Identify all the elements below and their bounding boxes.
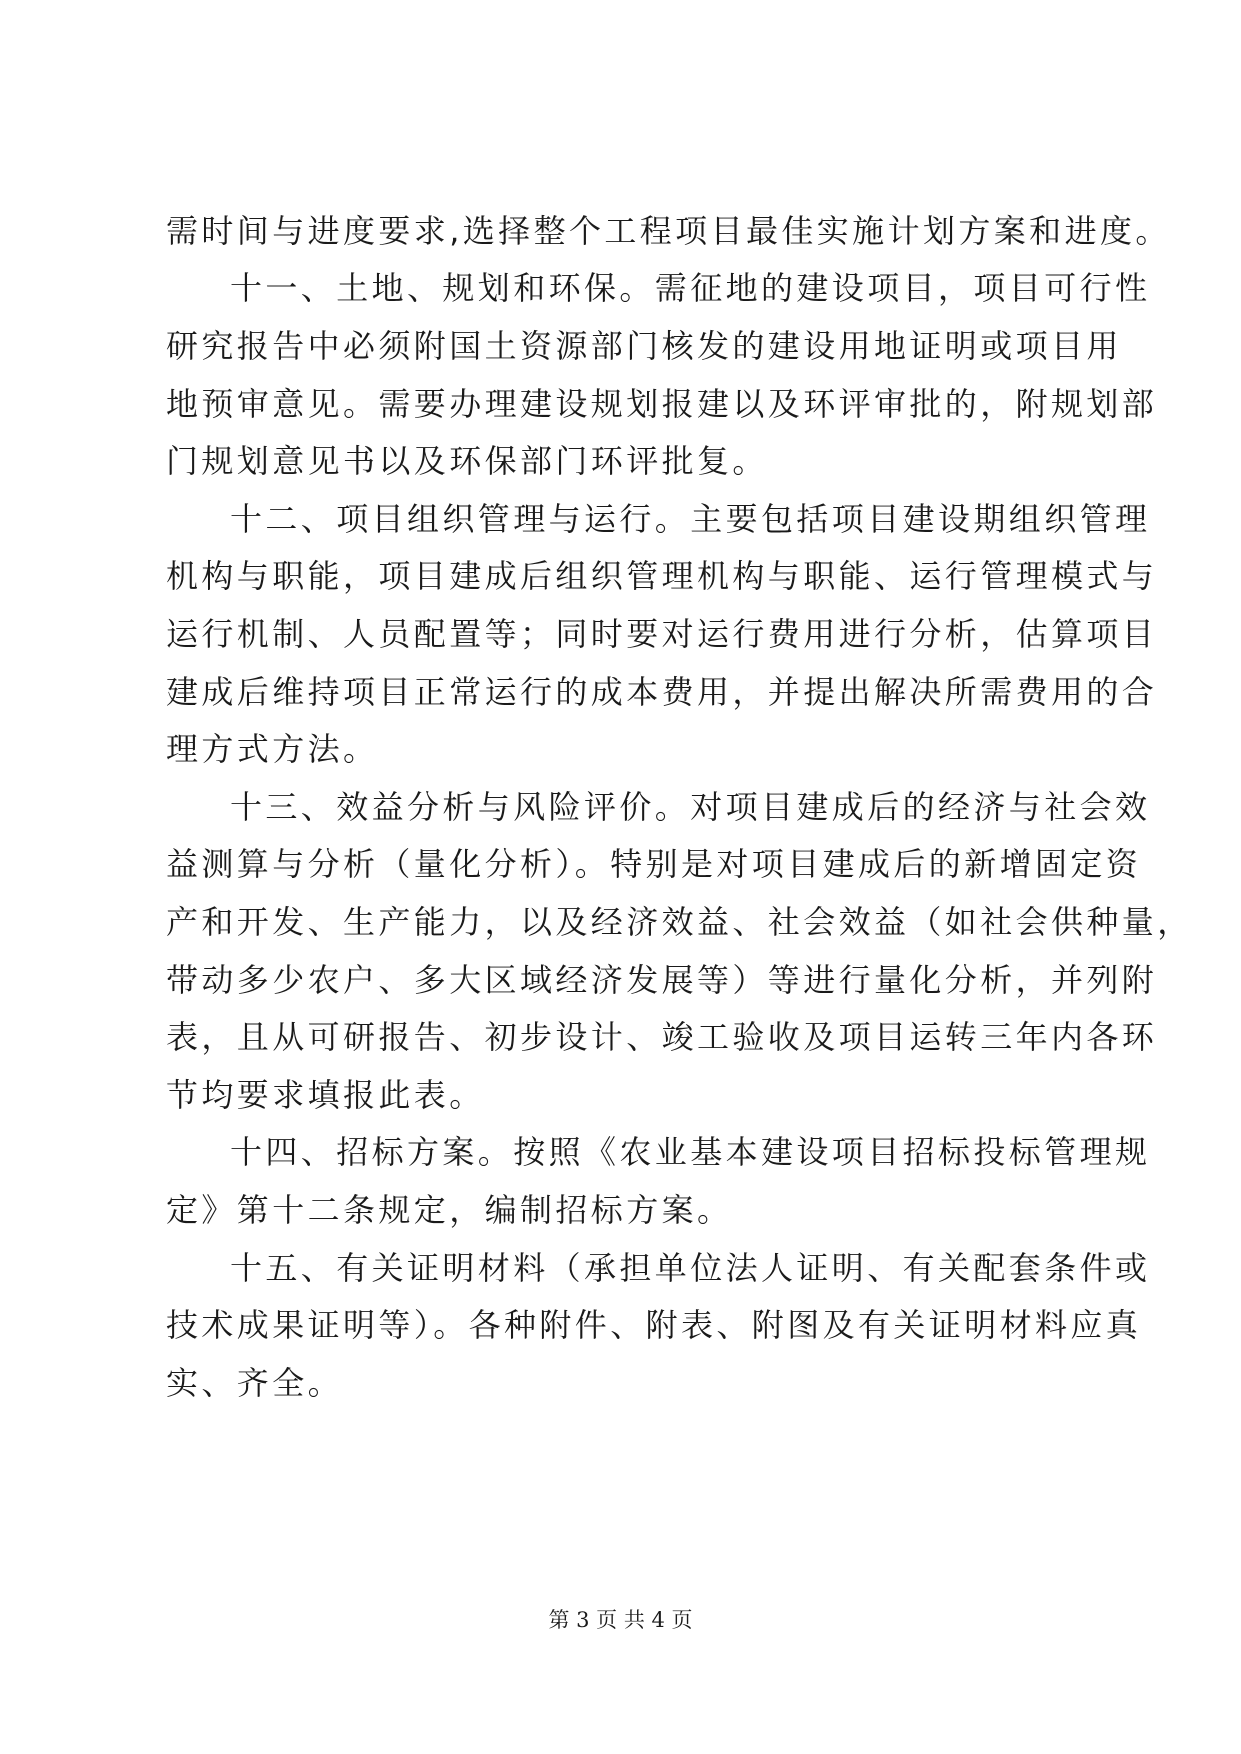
body-text-line: 需时间与进度要求,选择整个工程项目最佳实施计划方案和进度。 [166, 212, 1171, 250]
paragraph-15-line: 十五、有关证明材料（承担单位法人证明、有关配套条件或 [230, 1249, 1151, 1287]
paragraph-15-line: 实、齐全。 [166, 1364, 344, 1402]
paragraph-12-line: 十二、项目组织管理与运行。主要包括项目建设期组织管理 [230, 500, 1151, 538]
paragraph-13-line: 产和开发、生产能力，以及经济效益、社会效益（如社会供种量， [166, 903, 1193, 941]
paragraph-12-line: 理方式方法。 [166, 730, 379, 768]
paragraph-11-line: 十一、土地、规划和环保。需征地的建设项目，项目可行性 [230, 269, 1151, 307]
paragraph-12-line: 运行机制、人员配置等；同时要对运行费用进行分析，估算项目 [166, 615, 1158, 653]
paragraph-13-line: 带动多少农户、多大区域经济发展等）等进行量化分析，并列附 [166, 961, 1158, 999]
paragraph-12-line: 机构与职能，项目建成后组织管理机构与职能、运行管理模式与 [166, 557, 1158, 595]
paragraph-13-line: 十三、效益分析与风险评价。对项目建成后的经济与社会效 [230, 788, 1151, 826]
paragraph-13-line: 益测算与分析（量化分析）。特别是对项目建成后的新增固定资 [166, 845, 1142, 883]
paragraph-13-line: 节均要求填报此表。 [166, 1076, 485, 1114]
paragraph-15-line: 技术成果证明等）。各种附件、附表、附图及有关证明材料应真 [166, 1306, 1142, 1344]
paragraph-14-line: 定》第十二条规定，编制招标方案。 [166, 1191, 733, 1229]
paragraph-13-line: 表，且从可研报告、初步设计、竣工验收及项目运转三年内各环 [166, 1018, 1158, 1056]
paragraph-11-line: 地预审意见。需要办理建设规划报建以及环评审批的，附规划部 [166, 385, 1158, 423]
paragraph-12-line: 建成后维持项目正常运行的成本费用，并提出解决所需费用的合 [166, 673, 1158, 711]
page-number-footer: 第 3 页 共 4 页 [548, 1608, 693, 1632]
paragraph-11-line: 门规划意见书以及环保部门环评批复。 [166, 442, 768, 480]
paragraph-14-line: 十四、招标方案。按照《农业基本建设项目招标投标管理规 [230, 1133, 1151, 1171]
paragraph-11-line: 研究报告中必须附国土资源部门核发的建设用地证明或项目用 [166, 327, 1122, 365]
